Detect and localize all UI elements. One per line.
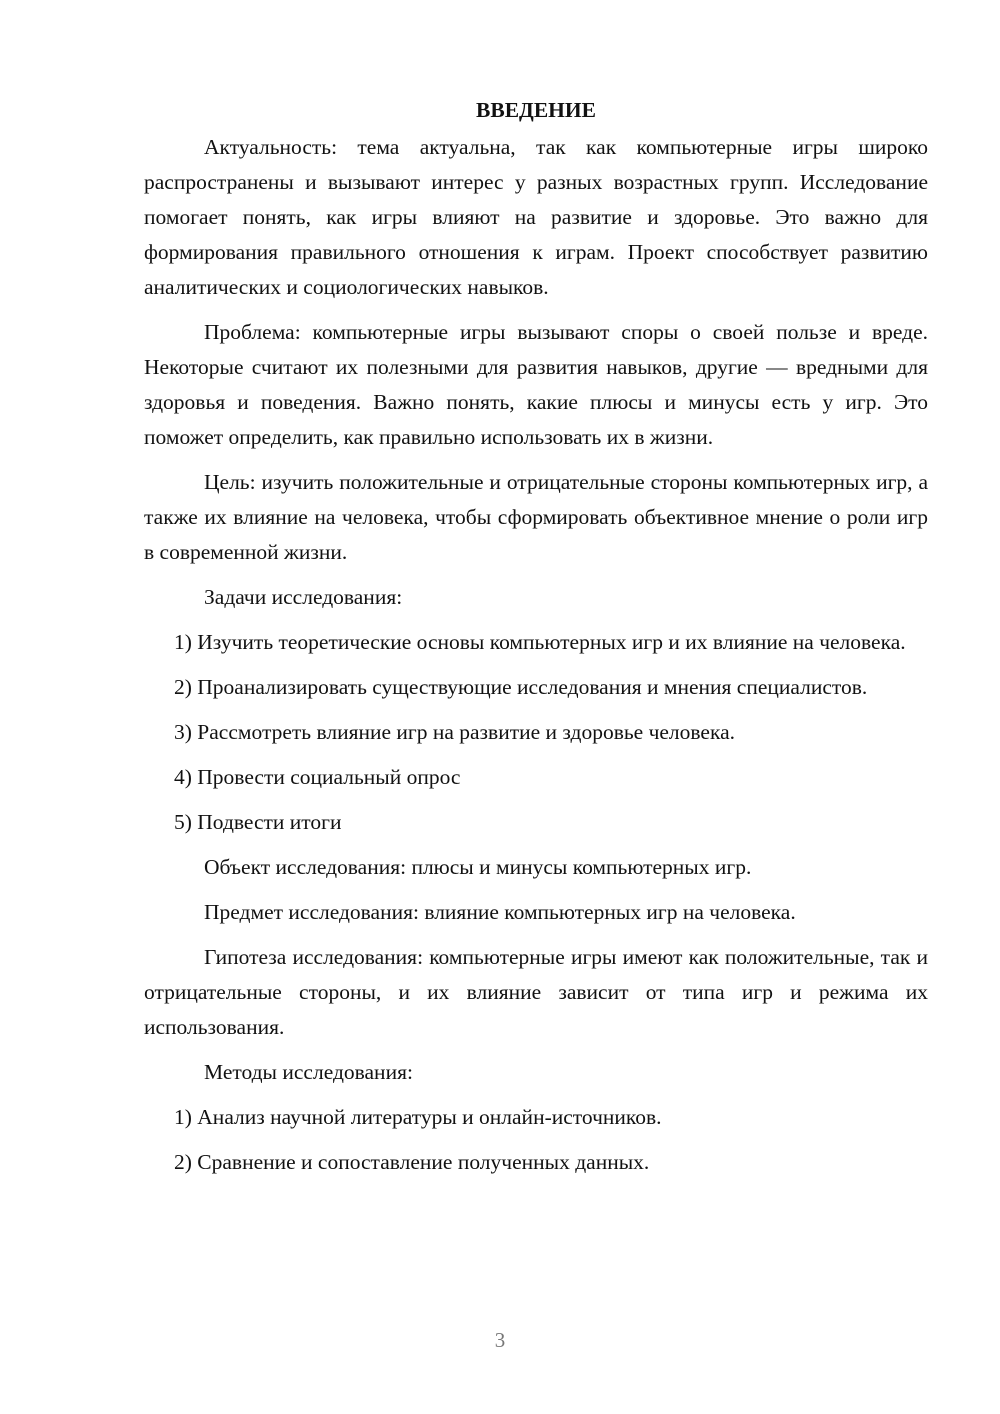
methods-title: Методы исследования: <box>204 1060 413 1084</box>
tasks-title: Задачи исследования: <box>204 585 403 609</box>
task-item: 4) Провести социальный опрос <box>174 765 461 789</box>
method-item: 2) Сравнение и сопоставление полученных данных. <box>174 1150 650 1174</box>
subject-paragraph: Предмет исследования: влияние компьютерных игр на человека. <box>204 900 796 924</box>
page-number: 3 <box>494 1328 506 1352</box>
page-content <box>144 93 928 1190</box>
relevance-paragraph: Актуальность: тема актуальна, так как компьютерные игры широко распространены и вызывают интерес у разных возрастных групп. Исследование помогает понять, как игры влияют на развитие и здоровье. Это важно для формирования правильного отношения к играм. Проект способствует развитию аналитических и социологических навыков. <box>144 135 928 299</box>
task-item: 1) Изучить теоретические основы компьютерных игр и их влияние на человека. <box>174 630 906 654</box>
method-item: 1) Анализ научной литературы и онлайн-источников. <box>174 1105 662 1129</box>
object-paragraph: Объект исследования: плюсы и минусы компьютерных игр. <box>204 855 752 879</box>
task-item: 2) Проанализировать существующие исследования и мнения специалистов. <box>174 675 868 699</box>
goal-paragraph: Цель: изучить положительные и отрицательные стороны компьютерных игр, а также их влияние на человека, чтобы сформировать объективное мнение о роли игр в современной жизни. <box>144 470 928 564</box>
task-item: 3) Рассмотреть влияние игр на развитие и здоровье человека. <box>174 720 736 744</box>
task-item: 5) Подвести итоги <box>174 810 342 834</box>
section-heading: ВВЕДЕНИЕ <box>476 98 596 122</box>
problem-paragraph: Проблема: компьютерные игры вызывают споры о своей пользе и вреде. Некоторые считают их полезными для развития навыков, другие — вредными для здоровья и поведения. Важно понять, какие плюсы и минусы есть у игр. Это поможет определить, как правильно использовать их в жизни. <box>144 320 928 449</box>
hypothesis-paragraph: Гипотеза исследования: компьютерные игры имеют как положительные, так и отрицательные стороны, и их влияние зависит от типа игр и режима их использования. <box>144 945 928 1039</box>
